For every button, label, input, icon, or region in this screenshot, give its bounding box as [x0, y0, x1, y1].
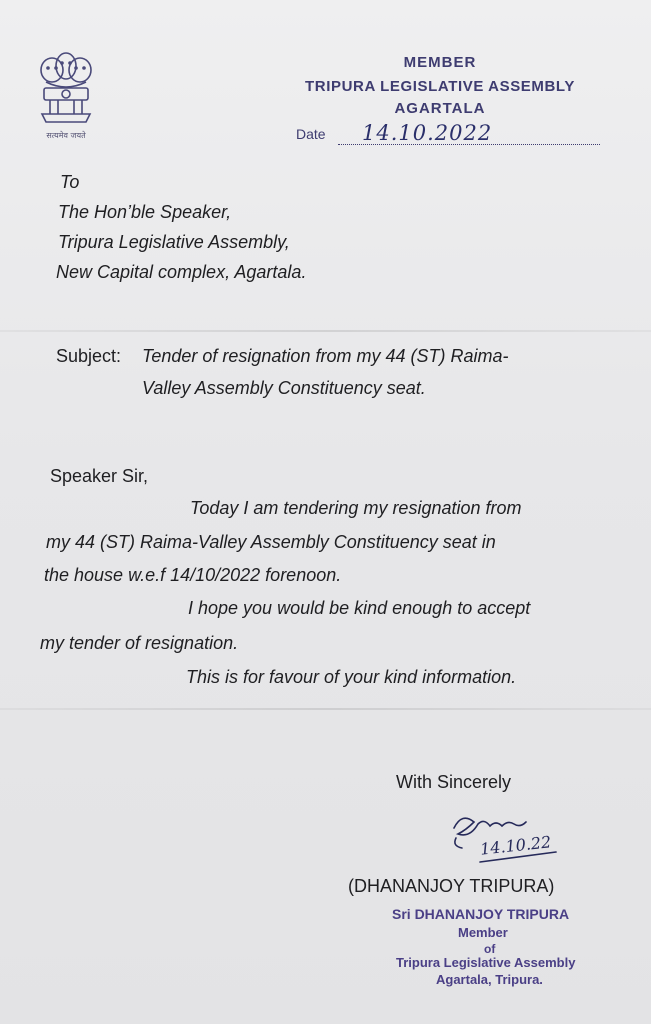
stamp-name: Sri DHANANJOY TRIPURA [392, 906, 570, 922]
body-paragraph-3: This is for favour of your kind information. [186, 667, 517, 687]
address-to: To [60, 172, 80, 192]
salutation: Speaker Sir, [50, 466, 149, 486]
closing-text: With Sincerely [396, 772, 512, 792]
address-line-1: The Hon’ble Speaker, [58, 202, 232, 222]
letterhead-city: AGARTALA [394, 100, 486, 117]
stamp-of: of [484, 942, 496, 956]
emblem-motto: सत्यमेव जयते [46, 131, 86, 140]
subject-line-2: Valley Assembly Constituency seat. [142, 378, 426, 398]
signatory-name: (DHANANJOY TRIPURA) [348, 876, 555, 896]
subject-label: Subject: [56, 346, 122, 366]
body-paragraph-1-line-3: the house w.e.f 14/10/2022 forenoon. [44, 565, 342, 585]
paper-fold [0, 330, 651, 332]
paper-fold [0, 708, 651, 710]
handwritten-date: 14.10.2022 [362, 121, 493, 145]
address-line-3: New Capital complex, Agartala. [56, 262, 307, 282]
stamp-organization: Tripura Legislative Assembly [396, 955, 576, 970]
letterhead-title: MEMBER [403, 54, 477, 71]
address-line-2: Tripura Legislative Assembly, [58, 232, 290, 252]
state-emblem-icon [30, 48, 102, 146]
stamp-location: Agartala, Tripura. [436, 972, 543, 987]
signature-date: 14.10.22 [479, 832, 553, 859]
body-paragraph-1-line-1: Today I am tendering my resignation from [190, 498, 522, 518]
date-label: Date [296, 126, 326, 142]
stamp-designation: Member [458, 925, 508, 940]
letterhead-organization: TRIPURA LEGISLATIVE ASSEMBLY [305, 78, 575, 95]
body-paragraph-2-line-2: my tender of resignation. [40, 633, 239, 653]
body-paragraph-1-line-2: my 44 (ST) Raima-Valley Assembly Constituency seat in [46, 532, 496, 552]
subject-line-1: Tender of resignation from my 44 (ST) Raima- [142, 346, 509, 366]
body-paragraph-2-line-1: I hope you would be kind enough to accept [188, 598, 531, 618]
